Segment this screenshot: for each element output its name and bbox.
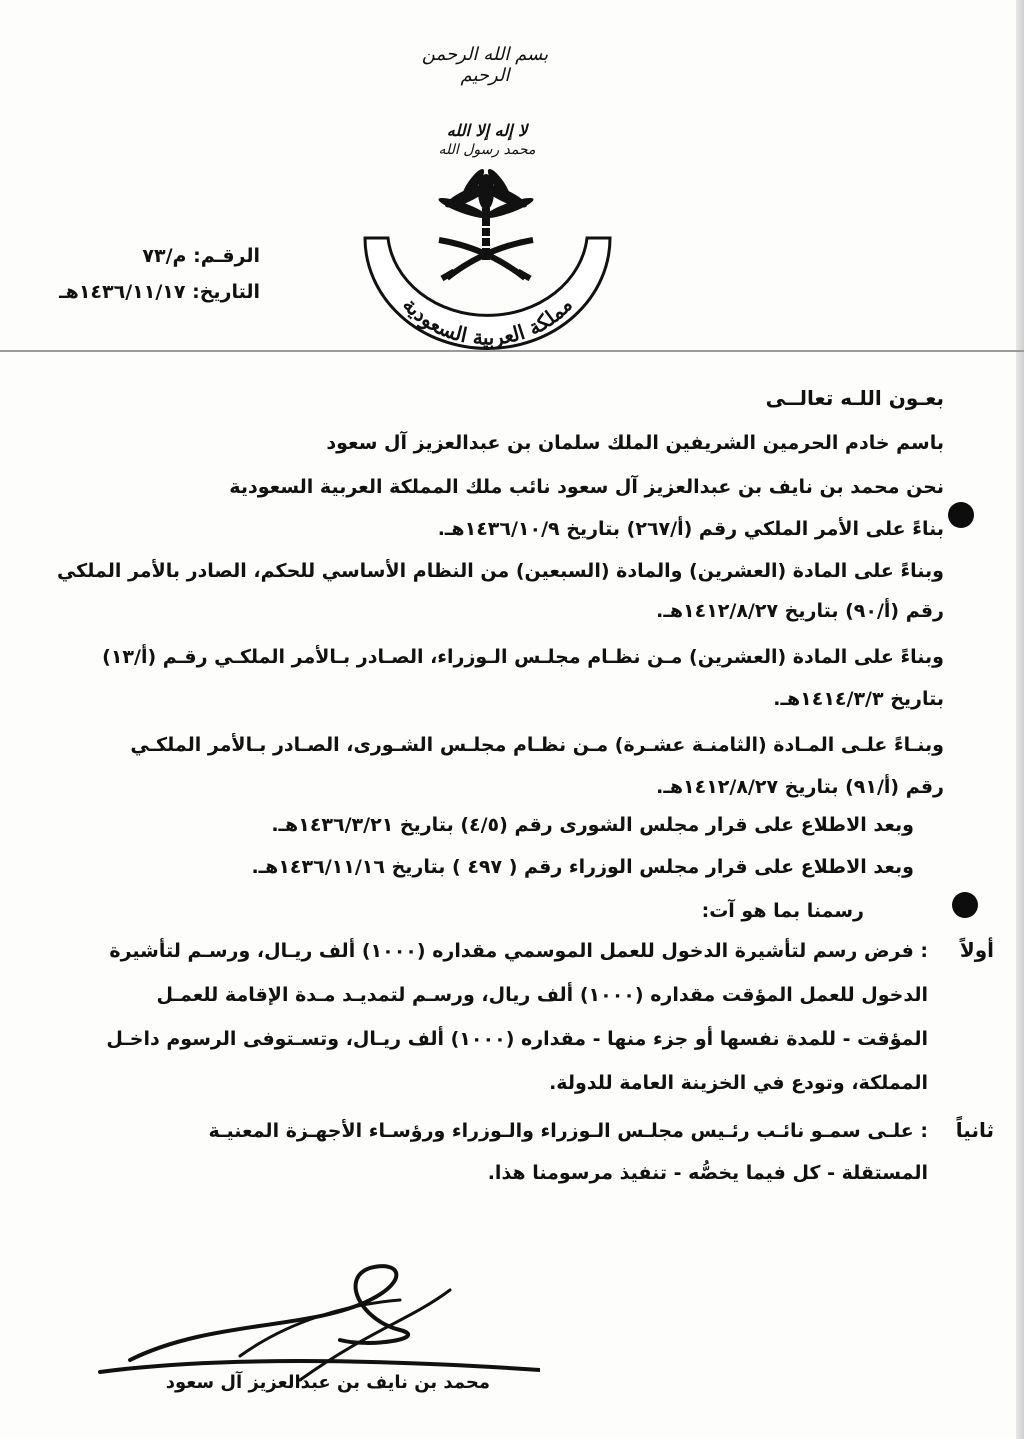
ref-number-label: الرقـم: xyxy=(193,245,260,267)
opening-invocation: بعـون اللـه تعالــى xyxy=(765,386,944,410)
clause-first-line: المملكة، وتودع في الخزينة العامة للدولة. xyxy=(549,1072,928,1094)
clause-first-line: الدخول للعمل المؤقت مقداره (١٠٠٠) ألف ريال، ورسـم لتمديـد مـدة الإقامة للعمـل xyxy=(156,984,928,1006)
basmala: بسم الله الرحمن الرحيم xyxy=(421,44,549,86)
svg-text:محمد رسول الله: محمد رسول الله xyxy=(438,142,536,158)
body-line: رقم (أ/٩٠) بتاريخ ١٤١٢/٨/٢٧هـ. xyxy=(656,600,944,622)
ref-number-value: م/٧٣ xyxy=(142,245,187,267)
body-line: رقم (أ/٩١) بتاريخ ١٤١٢/٨/٢٧هـ. xyxy=(656,776,944,798)
clause-first-line: المؤقت - للمدة نفسها أو جزء منها - مقداره (١٠٠٠) ألف ريـال، وتسـتوفى الرسوم داخـل xyxy=(106,1028,928,1050)
body-line: وبعد الاطلاع على قرار مجلس الوزراء رقم ( ٤٩٧ ) بتاريخ ١٤٣٦/١١/١٦هـ. xyxy=(251,856,914,878)
bullet-mark xyxy=(952,892,978,918)
body-line: وبعد الاطلاع على قرار مجلس الشورى رقم (٤/٥) بتاريخ ١٤٣٦/٣/٢١هـ. xyxy=(271,814,914,836)
clause-second-line: المستقلة - كل فيما يخصُّه - تنفيذ مرسومنا هذا. xyxy=(487,1162,928,1184)
clause-second-label: ثانياً xyxy=(955,1118,994,1142)
bullet-mark xyxy=(948,502,974,528)
royal-title-line: باسم خادم الحرمين الشريفين الملك سلمان بن عبدالعزيز آل سعود xyxy=(326,432,944,454)
svg-text:مملكة العربية السعودية: مملكة العربية السعودية xyxy=(398,292,577,350)
clause-second-line: : علـى سمـو نائـب رئـيس مجلـس الـوزراء والـوزراء ورؤسـاء الأجهـزة المعنيـة xyxy=(208,1120,928,1142)
header-divider xyxy=(0,350,1024,352)
saudi-emblem-icon xyxy=(355,88,620,350)
signer-name: محمد بن نايف بن عبدالعزيز آل سعود xyxy=(165,1372,490,1393)
clause-first-line: : فرض رسم لتأشيرة الدخول للعمل الموسمي مقداره (١٠٠٠) ألف ريـال، ورسـم لتأشيرة xyxy=(109,940,928,962)
body-line: وبناءً على المادة (العشرين) مـن نظـام مجلـس الـوزراء، الصـادر بـالأمر الملكـي رقـم (أ/١٣) xyxy=(102,646,944,668)
scan-edge xyxy=(1016,0,1024,1439)
decree-intro-line: رسمنا بما هو آت: xyxy=(701,900,864,922)
reference-block xyxy=(30,238,260,310)
clause-first-label: أولاً xyxy=(959,938,994,962)
svg-text:لا إله إلا الله: لا إله إلا الله xyxy=(446,121,528,140)
body-line: بناءً على الأمر الملكي رقم (أ/٢٦٧) بتاريخ ١٤٣٦/١٠/٩هـ. xyxy=(437,518,944,540)
ref-number-row xyxy=(30,238,260,274)
ref-date-label: التاريخ: xyxy=(192,281,260,303)
body-line: بتاريخ ١٤١٤/٣/٣هـ. xyxy=(773,688,944,710)
handwritten-signature xyxy=(70,1260,540,1390)
body-line: وبنـاءً علـى المـادة (الثامنـة عشـرة) مـن نظـام مجلـس الشـورى، الصـادر بـالأمر الملكـي xyxy=(130,734,944,756)
body-line: وبناءً على المادة (العشرين) والمادة (السبعين) من النظام الأساسي للحكم، الصادر بالأمر الملكي xyxy=(56,560,944,582)
ref-date-row xyxy=(30,274,260,310)
ref-date-value: ١٤٣٦/١١/١٧هـ xyxy=(59,281,186,303)
issuer-line: نحن محمد بن نايف بن عبدالعزيز آل سعود نائب ملك المملكة العربية السعودية xyxy=(229,476,944,498)
